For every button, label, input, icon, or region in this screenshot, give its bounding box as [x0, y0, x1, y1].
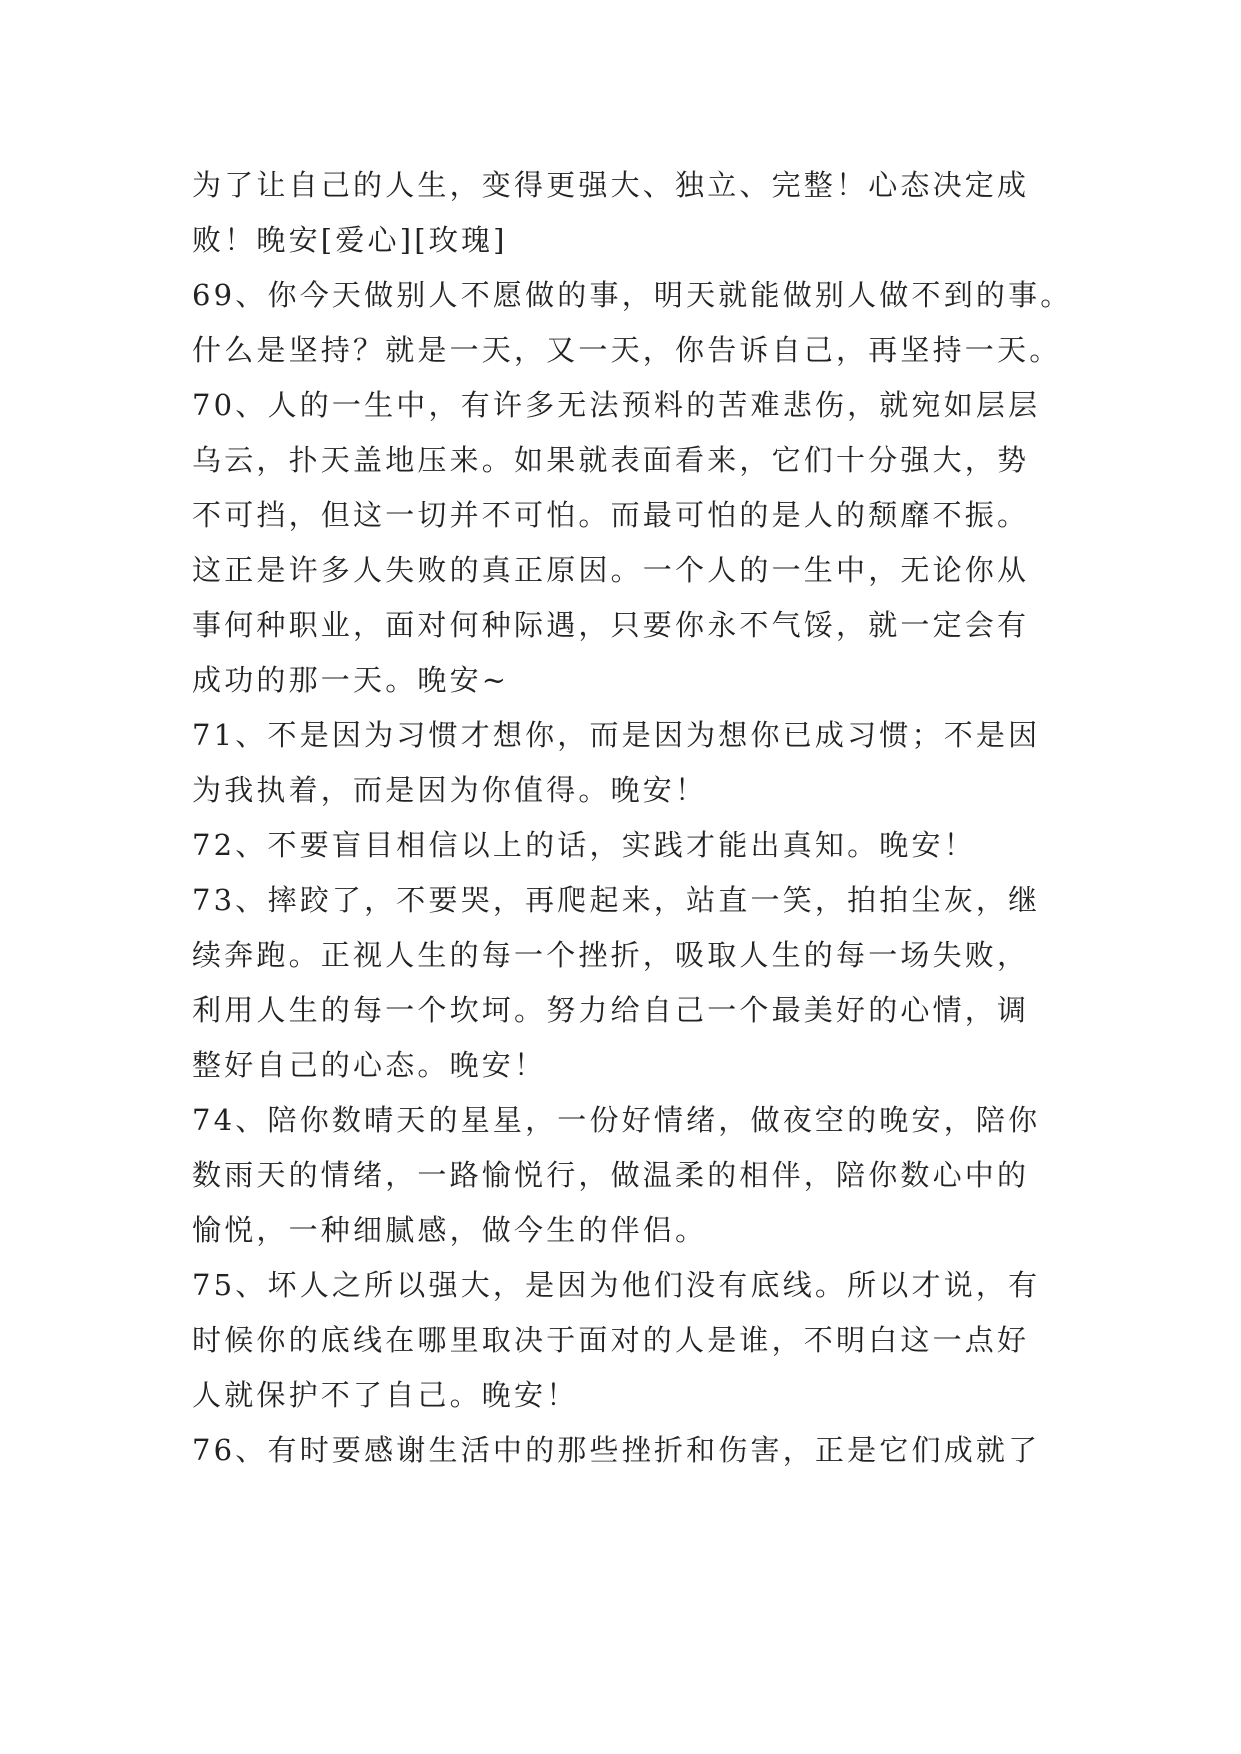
text-line: 乌云，扑天盖地压来。如果就表面看来，它们十分强大，势 [192, 443, 1030, 477]
text-line: 数雨天的情绪，一路愉悦行，做温柔的相伴，陪你数心中的 [192, 1158, 1030, 1192]
text-line: 什么是坚持？就是一天，又一天，你告诉自己，再坚持一天。 [192, 333, 1062, 367]
text-line: 75、坏人之所以强大，是因为他们没有底线。所以才说，有 [192, 1268, 1041, 1302]
text-line: 整好自己的心态。晚安！ [192, 1048, 547, 1082]
text-line: 74、陪你数晴天的星星，一份好情绪，做夜空的晚安，陪你 [192, 1103, 1041, 1137]
text-line: 愉悦，一种细腻感，做今生的伴侣。 [192, 1213, 708, 1247]
text-line: 败！晚安[爱心][玫瑰] [192, 223, 508, 257]
text-line: 这正是许多人失败的真正原因。一个人的一生中，无论你从 [192, 553, 1030, 587]
text-line: 成功的那一天。晚安~ [192, 663, 510, 697]
text-line: 为了让自己的人生，变得更强大、独立、完整！心态决定成 [192, 168, 1030, 202]
text-line: 73、摔跤了，不要哭，再爬起来，站直一笑，拍拍尘灰，继 [192, 883, 1041, 917]
body-text [192, 158, 1072, 1478]
text-line: 不可挡，但这一切并不可怕。而最可怕的是人的颓靡不振。 [192, 498, 1030, 532]
text-line: 事何种职业，面对何种际遇，只要你永不气馁，就一定会有 [192, 608, 1030, 642]
text-line: 为我执着，而是因为你值得。晚安！ [192, 773, 708, 807]
text-line: 71、不是因为习惯才想你，而是因为想你已成习惯；不是因 [192, 718, 1041, 752]
text-line: 时候你的底线在哪里取决于面对的人是谁，不明白这一点好 [192, 1323, 1030, 1357]
text-line: 利用人生的每一个坎坷。努力给自己一个最美好的心情，调 [192, 993, 1030, 1027]
text-line: 70、人的一生中，有许多无法预料的苦难悲伤，就宛如层层 [192, 388, 1041, 422]
text-line: 人就保护不了自己。晚安！ [192, 1378, 579, 1412]
text-line: 69、你今天做别人不愿做的事，明天就能做别人做不到的事。 [192, 278, 1073, 312]
text-line: 续奔跑。正视人生的每一个挫折，吸取人生的每一场失败， [192, 938, 1030, 972]
text-line: 76、有时要感谢生活中的那些挫折和伤害，正是它们成就了 [192, 1433, 1041, 1467]
text-line: 72、不要盲目相信以上的话，实践才能出真知。晚安！ [192, 828, 976, 862]
